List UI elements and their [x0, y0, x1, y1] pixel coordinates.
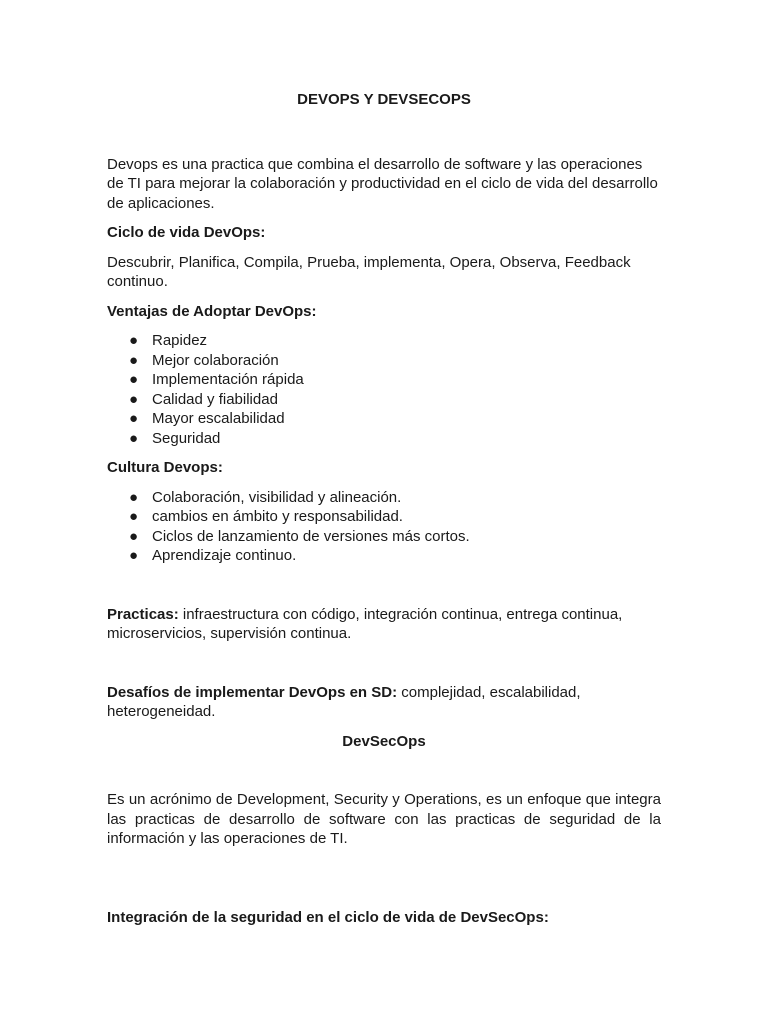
lifecycle-text: Descubrir, Planifica, Compila, Prueba, implementa, Opera, Observa, Feedback continuo. [107, 253, 631, 290]
devsecops-paragraph: Es un acrónimo de Development, Security y Operations, es un enfoque que integra las practicas de desarrollo de software con las practicas de seguridad de la información y las operaciones de TI. [107, 791, 661, 847]
list-item: ● Mayor escalabilidad [129, 410, 285, 427]
culture-list [107, 488, 661, 566]
list-item: ● Aprendizaje continuo. [129, 547, 297, 564]
advantages-list [107, 331, 661, 448]
bullet-icon: ● [129, 351, 139, 369]
list-item: ● Colaboración, visibilidad y alineación. [129, 488, 402, 506]
devsecops-heading: DevSecOps [342, 732, 426, 750]
bullet-icon: ● [129, 371, 139, 388]
challenges-label: Desafíos de implementar DevOps en SD: [107, 683, 398, 701]
lifecycle-heading: Ciclo de vida DevOps: [107, 224, 266, 241]
practices-label: Practicas: [107, 605, 179, 623]
bullet-icon: ● [129, 547, 139, 564]
bullet-icon: ● [129, 332, 139, 349]
list-item: ● Implementación rápida [129, 371, 304, 388]
practices-paragraph [107, 605, 661, 644]
intro-paragraph: Devops es una practica que combina el desarrollo de software y las operaciones de TI para mejorar la colaboración y productividad en el ciclo de vida del desarrollo de aplicaciones. [107, 155, 658, 212]
practices-text: infraestructura con código, integración continua, entrega continua, microservicios, supervisión continua. [107, 605, 623, 642]
integration-heading: Integración de la seguridad en el ciclo de vida de DevSecOps: [107, 908, 549, 926]
bullet-icon: ● [129, 390, 139, 408]
document-title: DEVOPS Y DEVSECOPS [297, 91, 471, 108]
advantages-heading: Ventajas de Adoptar DevOps: [107, 302, 317, 320]
bullet-icon: ● [129, 429, 139, 447]
list-item: ● Ciclos de lanzamiento de versiones más cortos. [129, 527, 470, 545]
bullet-icon: ● [129, 508, 139, 525]
challenges-paragraph [107, 683, 661, 722]
challenges-text: complejidad, escalabilidad, heterogeneidad. [107, 683, 581, 720]
bullet-icon: ● [129, 488, 139, 506]
bullet-icon: ● [129, 410, 139, 427]
culture-heading: Cultura Devops: [107, 459, 223, 476]
bullet-icon: ● [129, 527, 139, 545]
list-item: ● Mejor colaboración [129, 351, 279, 369]
list-item: ● Seguridad [129, 429, 221, 447]
list-item: ● Calidad y fiabilidad [129, 390, 278, 408]
list-item: ● Rapidez [129, 332, 208, 349]
list-item: ● cambios en ámbito y responsabilidad. [129, 508, 403, 525]
